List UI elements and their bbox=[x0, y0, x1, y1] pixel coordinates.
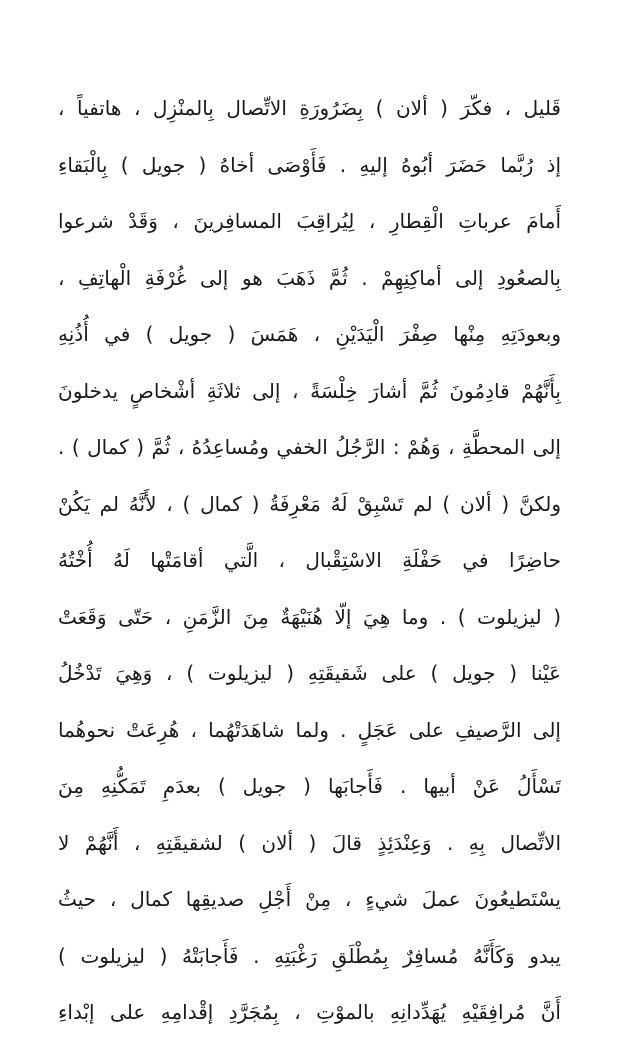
text-line-3: أَمامَ عرباتِ الْقِطارِ ، لِيُراقِبَ المسافِرينَ ، وَقَدْ شرعوا bbox=[58, 209, 561, 233]
text-line-5: وبعودَتِهِ مِنْها صِفْرَ الْيَدَيْنِ ، هَمَسَ ( جويل ) في أُذُنِهِ bbox=[58, 322, 561, 346]
text-line-13: تَسْأَلُ عَنْ أبيها . فَأَجابَها ( جويل ) بعدَمِ تَمَكُّنِهِ مِنَ bbox=[58, 774, 561, 798]
text-line-11: عَيْنا ( جويل ) على شَقيقَتِهِ ( ليزيلوت ) ، وَهِيَ تَدْخُلُ bbox=[58, 661, 561, 685]
text-line-8: ولكنَّ ( ألان ) لم تَسْبِقْ لَهُ مَعْرِفَةُ ( كمال ) ، لأَنَّهُ لم يَكُنْ bbox=[58, 491, 561, 516]
text-line-9: حاضِرًا في حَفْلَةِ الاسْتِقْبال ، الَّتي أقامَتْها لَهُ أُخْتُهُ bbox=[58, 548, 561, 572]
text-line-14: الاتِّصال بِهِ . وَعِنْدَئِذٍ قالَ ( ألان ) لشقيقَتِهِ ، أَنَّهُمْ لا bbox=[58, 830, 561, 855]
text-line-7: إلى المحطَّةِ ، وَهُمْ : الرَّجُلُ الخفي ومُساعِدُهُ ، ثُمَّ ( كمال ) . bbox=[58, 435, 561, 459]
text-line-4: بِالصعُودِ إلى أماكِنِهِمْ . ثُمَّ ذَهَبَ هو إلى غُرْفَةِ الْهاتِفِ ، bbox=[58, 265, 561, 290]
text-line-1: قَليل ، فكّرَ ( ألان ) بِضَرُورَةِ الاتِّصال بِالمنْزِل ، هاتفياً ، bbox=[58, 96, 561, 120]
text-line-2: إذ رُبَّما حَضَرَ أبُوهُ إليهِ . فَأَوْصَى أخاهُ ( جويل ) بِالْبَقاءِ bbox=[58, 152, 561, 177]
body-text bbox=[58, 80, 561, 1024]
text-line-15: يسْتَطيعُونَ عملَ شيءٍ ، مِنْ أَجْلِ صديقِها كمال ، حيثُ bbox=[58, 887, 561, 911]
text-line-10: ( ليزيلوت ) . وما هِيَ إلّا هُنَيْهَةٌ مِنَ الزَّمَنِ ، حَتّى وَقَعَتْ bbox=[58, 604, 561, 629]
text-line-12: إلى الرَّصيفِ على عَجَلٍ . ولما شاهَدَتْهُما ، هُرِعَتْ نحوهُما bbox=[58, 717, 561, 742]
text-line-17: أَنَّ مُرافِقَيْهِ يُهَدِّدانِهِ بالموْتِ ، بِمُجَرَّدِ إقْدامِهِ على إبْداءِ bbox=[58, 1000, 561, 1024]
text-line-16: يبدو وَكَأَنَّهُ مُسافِرٌ بِمُطْلَقِ رَغْبَتِهِ . فَأَجابَتْهُ ( ليزيلوت ) bbox=[58, 943, 561, 968]
text-line-6: بِأَنَّهُمْ قادِمُونَ ثُمَّ أشارَ خِلْسَةً ، إلى ثلاثَةِ أشْخاصٍ يدخلونَ bbox=[58, 378, 561, 403]
